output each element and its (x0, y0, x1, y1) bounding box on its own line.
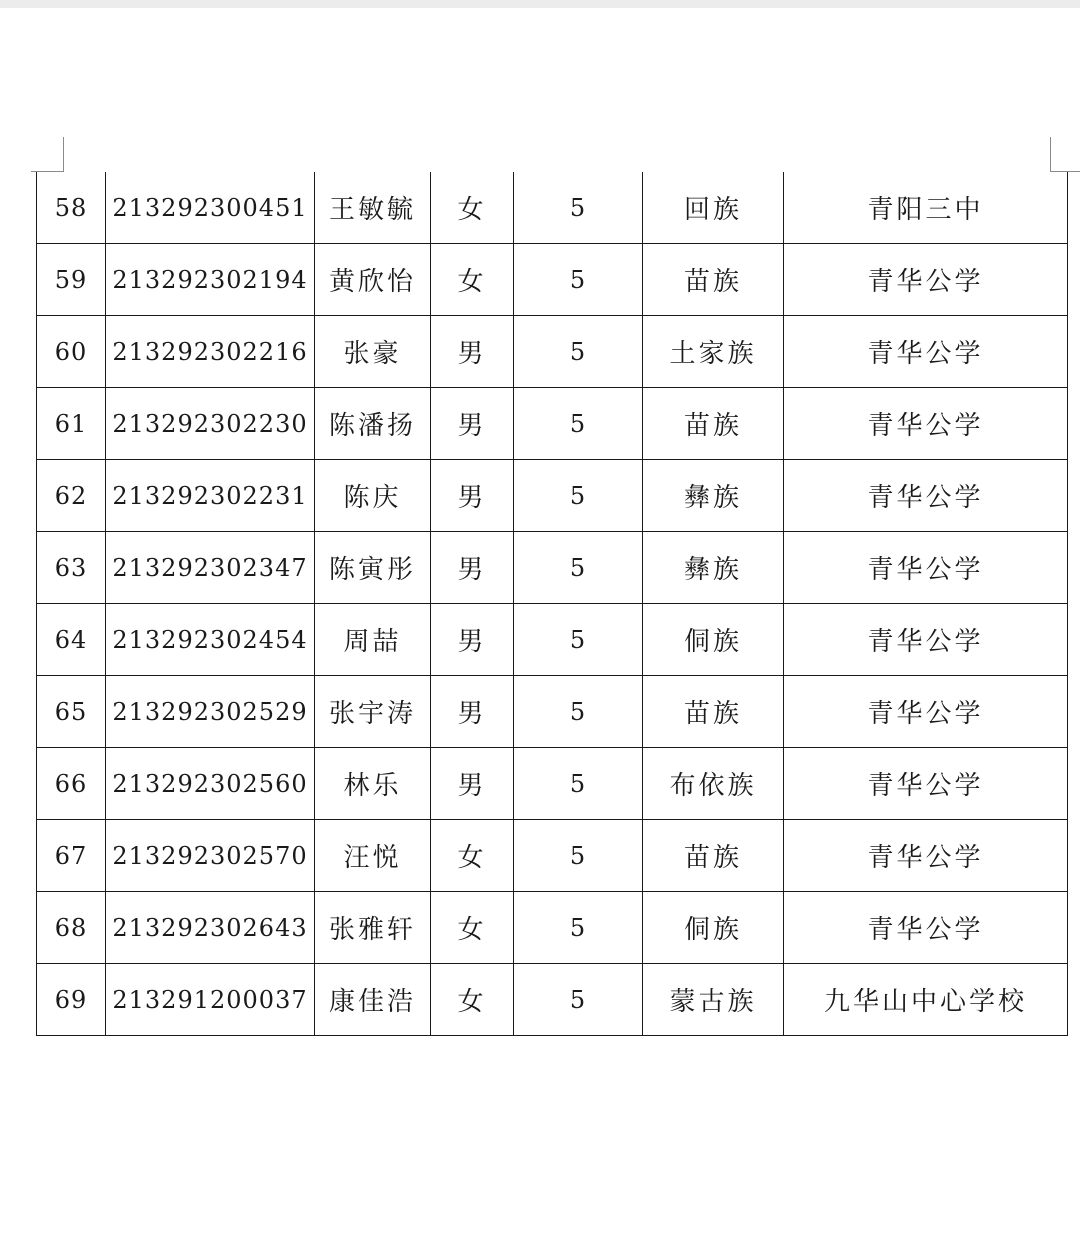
table-row (37, 604, 1068, 676)
cell-gender: 男 (431, 460, 514, 532)
cell-school: 青华公学 (784, 532, 1068, 604)
cell-student-name: 黄欣怡 (315, 244, 431, 316)
cell-school: 青华公学 (784, 820, 1068, 892)
cell-grade: 5 (514, 820, 643, 892)
cell-row-number: 62 (37, 460, 106, 532)
cell-row-number: 64 (37, 604, 106, 676)
cell-school: 青华公学 (784, 244, 1068, 316)
cell-ethnicity: 苗族 (643, 820, 784, 892)
cell-student-name: 张雅轩 (315, 892, 431, 964)
cell-student-name: 陈潘扬 (315, 388, 431, 460)
cell-row-number: 69 (37, 964, 106, 1036)
cell-student-name: 王敏毓 (315, 172, 431, 244)
cell-row-number: 59 (37, 244, 106, 316)
cell-gender: 女 (431, 820, 514, 892)
cell-school: 青华公学 (784, 892, 1068, 964)
cell-student-id: 213292302570 (106, 820, 315, 892)
table-row (37, 460, 1068, 532)
cell-school: 青华公学 (784, 604, 1068, 676)
cell-row-number: 67 (37, 820, 106, 892)
table-row (37, 244, 1068, 316)
cell-student-id: 213292302560 (106, 748, 315, 820)
cell-ethnicity: 苗族 (643, 388, 784, 460)
cell-grade: 5 (514, 532, 643, 604)
cell-grade: 5 (514, 748, 643, 820)
cell-student-id: 213292302454 (106, 604, 315, 676)
cell-student-id: 213292302529 (106, 676, 315, 748)
cell-student-name: 康佳浩 (315, 964, 431, 1036)
table-row (37, 532, 1068, 604)
table-row (37, 748, 1068, 820)
cell-row-number: 58 (37, 172, 106, 244)
cell-row-number: 68 (37, 892, 106, 964)
cell-ethnicity: 蒙古族 (643, 964, 784, 1036)
cell-grade: 5 (514, 244, 643, 316)
table-row (37, 388, 1068, 460)
cell-student-name: 陈庆 (315, 460, 431, 532)
cell-student-name: 林乐 (315, 748, 431, 820)
cell-ethnicity: 回族 (643, 172, 784, 244)
cell-gender: 男 (431, 748, 514, 820)
cell-school: 青阳三中 (784, 172, 1068, 244)
cell-gender: 女 (431, 964, 514, 1036)
table-row (37, 172, 1068, 244)
cell-gender: 女 (431, 172, 514, 244)
cell-gender: 男 (431, 316, 514, 388)
cell-student-name: 周喆 (315, 604, 431, 676)
student-roster-table (36, 172, 1068, 1036)
margin-mark-left (31, 137, 64, 172)
cell-school: 青华公学 (784, 460, 1068, 532)
table-row (37, 964, 1068, 1036)
cell-gender: 男 (431, 604, 514, 676)
cell-student-id: 213292302194 (106, 244, 315, 316)
roster-table-body (37, 172, 1068, 1036)
cell-row-number: 65 (37, 676, 106, 748)
table-row (37, 316, 1068, 388)
cell-gender: 女 (431, 892, 514, 964)
roster-table-container (36, 172, 1068, 1036)
cell-gender: 男 (431, 388, 514, 460)
cell-student-id: 213291200037 (106, 964, 315, 1036)
cell-grade: 5 (514, 460, 643, 532)
cell-student-id: 213292302643 (106, 892, 315, 964)
cell-student-id: 213292302230 (106, 388, 315, 460)
cell-school: 九华山中心学校 (784, 964, 1068, 1036)
cell-grade: 5 (514, 892, 643, 964)
cell-ethnicity: 土家族 (643, 316, 784, 388)
cell-school: 青华公学 (784, 316, 1068, 388)
cell-ethnicity: 侗族 (643, 604, 784, 676)
cell-grade: 5 (514, 604, 643, 676)
cell-student-id: 213292302347 (106, 532, 315, 604)
cell-grade: 5 (514, 676, 643, 748)
table-row (37, 820, 1068, 892)
cell-student-name: 张宇涛 (315, 676, 431, 748)
cell-row-number: 66 (37, 748, 106, 820)
table-row (37, 892, 1068, 964)
cell-row-number: 63 (37, 532, 106, 604)
cell-grade: 5 (514, 316, 643, 388)
cell-ethnicity: 彝族 (643, 532, 784, 604)
cell-student-name: 陈寅彤 (315, 532, 431, 604)
cell-grade: 5 (514, 964, 643, 1036)
cell-gender: 男 (431, 532, 514, 604)
cell-school: 青华公学 (784, 388, 1068, 460)
cell-ethnicity: 布依族 (643, 748, 784, 820)
cell-grade: 5 (514, 172, 643, 244)
cell-school: 青华公学 (784, 676, 1068, 748)
cell-gender: 女 (431, 244, 514, 316)
cell-ethnicity: 彝族 (643, 460, 784, 532)
viewer-top-strip (0, 0, 1080, 8)
cell-row-number: 61 (37, 388, 106, 460)
cell-student-id: 213292300451 (106, 172, 315, 244)
margin-mark-right (1050, 137, 1080, 172)
cell-student-id: 213292302216 (106, 316, 315, 388)
table-row (37, 676, 1068, 748)
cell-ethnicity: 苗族 (643, 676, 784, 748)
cell-school: 青华公学 (784, 748, 1068, 820)
cell-student-id: 213292302231 (106, 460, 315, 532)
cell-grade: 5 (514, 388, 643, 460)
cell-student-name: 张豪 (315, 316, 431, 388)
cell-ethnicity: 苗族 (643, 244, 784, 316)
cell-gender: 男 (431, 676, 514, 748)
cell-ethnicity: 侗族 (643, 892, 784, 964)
cell-row-number: 60 (37, 316, 106, 388)
cell-student-name: 汪悦 (315, 820, 431, 892)
